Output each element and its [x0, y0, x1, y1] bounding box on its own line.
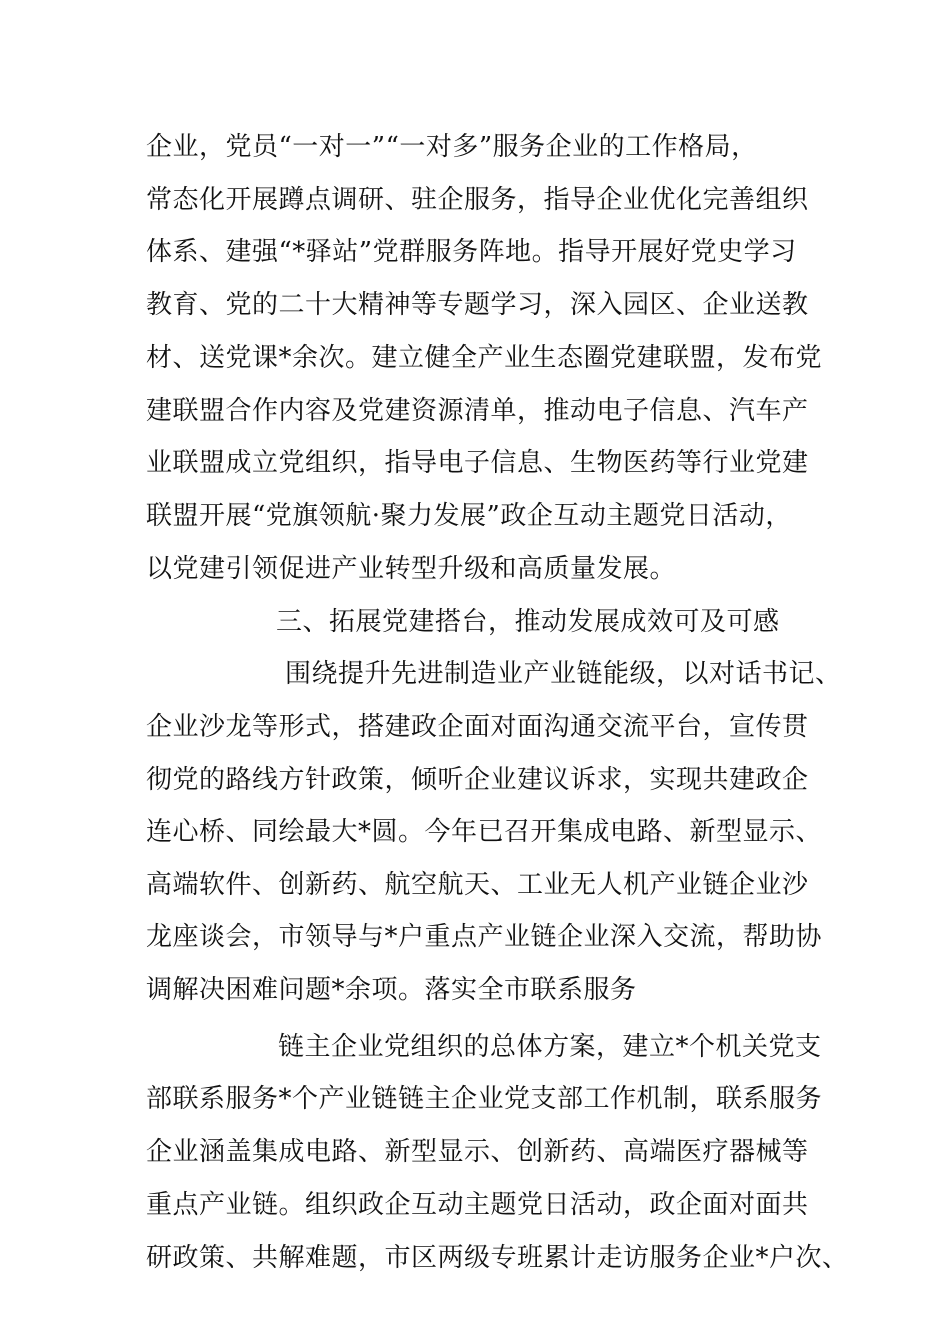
paragraph-2-line-2: 企业沙龙等形式，搭建政企面对面沟通交流平台，宣传贯	[146, 712, 809, 742]
paragraph-2-line-7: 调解决困难问题*余项。落实全市联系服务	[146, 975, 637, 1005]
paragraph-1-line-4: 教育、党的二十大精神等专题学习，深入园区、企业送教	[146, 290, 809, 320]
section-heading: 三、拓展党建搭台，推动发展成效可及可感	[276, 607, 780, 637]
paragraph-1-line-6: 建联盟合作内容及党建资源清单，推动电子信息、汽车产	[146, 396, 809, 426]
paragraph-3-line-3: 企业涵盖集成电路、新型显示、创新药、高端医疗器械等	[146, 1137, 809, 1167]
paragraph-2-line-1: 围绕提升先进制造业产业链能级，以对话书记、	[285, 659, 842, 689]
paragraph-1-line-5: 材、送党课*余次。建立健全产业生态圈党建联盟，发布党	[146, 343, 823, 373]
paragraph-1-line-1: 企业，党员“一对一”“一对多”服务企业的工作格局，	[146, 132, 758, 162]
paragraph-1-line-2: 常态化开展蹲点调研、驻企服务，指导企业优化完善组织	[146, 185, 809, 215]
paragraph-2-line-3: 彻党的路线方针政策，倾听企业建议诉求，实现共建政企	[146, 765, 809, 795]
paragraph-1-line-3: 体系、建强“*驿站”党群服务阵地。指导开展好党史学习	[146, 237, 797, 267]
paragraph-3-line-2: 部联系服务*个产业链链主企业党支部工作机制，联系服务	[146, 1084, 823, 1114]
paragraph-1-line-7: 业联盟成立党组织，指导电子信息、生物医药等行业党建	[146, 448, 809, 478]
paragraph-2-line-6: 龙座谈会，市领导与*户重点产业链企业深入交流，帮助协	[146, 922, 823, 952]
paragraph-3-line-5: 研政策、共解难题，市区两级专班累计走访服务企业*户次、	[146, 1243, 849, 1273]
paragraph-1-line-9: 以党建引领促进产业转型升级和高质量发展。	[146, 554, 677, 584]
paragraph-3-line-4: 重点产业链。组织政企互动主题党日活动，政企面对面共	[146, 1190, 809, 1220]
paragraph-3-line-1: 链主企业党组织的总体方案，建立*个机关党支	[278, 1032, 822, 1062]
paragraph-2-line-4: 连心桥、同绘最大*圆。今年已召开集成电路、新型显示、	[146, 817, 823, 847]
paragraph-1-line-8: 联盟开展“党旗领航·聚力发展”政企互动主题党日活动，	[146, 501, 792, 531]
paragraph-2-line-5: 高端软件、创新药、航空航天、工业无人机产业链企业沙	[146, 870, 809, 900]
